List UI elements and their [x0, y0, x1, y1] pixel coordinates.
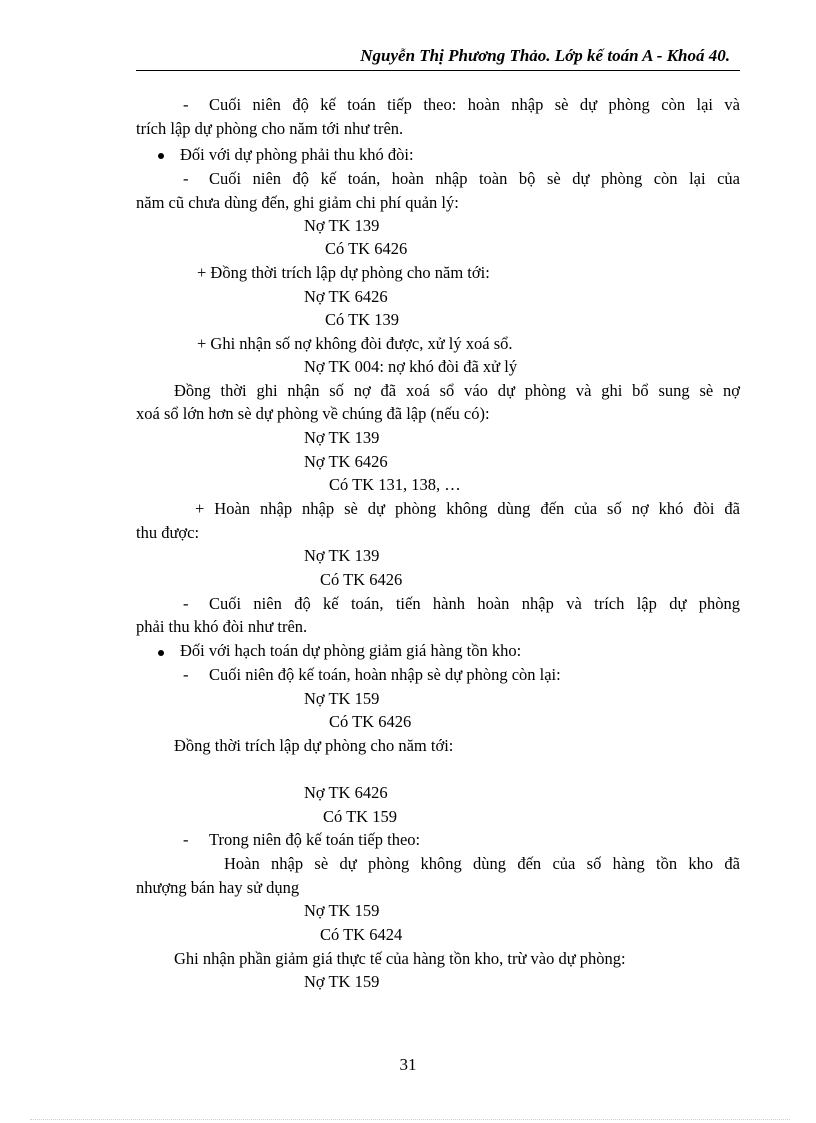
entry-line: Nợ TK 159: [304, 689, 380, 708]
text-line: xoá sổ lớn hơn sè dự phòng về chúng đã lập (nếu có):: [136, 404, 490, 423]
entry-line: Nợ TK 6426: [304, 783, 388, 802]
header-rule: [136, 70, 740, 71]
entry-line: Có TK 6426: [329, 712, 412, 731]
running-header: Nguyễn Thị Phương Thảo. Lớp kế toán A - Khoá 40.: [360, 46, 730, 65]
entry-line: Nợ TK 139: [304, 546, 380, 565]
entry-line: Nợ TK 139: [304, 216, 380, 235]
section-heading: Đối với hạch toán dự phòng giảm giá hàng tồn kho:: [180, 641, 522, 660]
entry-line: Nợ TK 6426: [304, 287, 388, 306]
text-line: Ghi nhận phần giảm giá thực tế của hàng tồn kho, trừ vào dự phòng:: [174, 949, 626, 968]
entry-line: Nợ TK 139: [304, 428, 380, 447]
entry-line: Nợ TK 6426: [304, 452, 388, 471]
list-item: - Cuối niên độ kế toán, hoàn nhập toàn bộ sè dự phòng còn lại của: [183, 169, 740, 188]
list-item: - Trong niên độ kế toán tiếp theo:: [183, 830, 421, 849]
list-item: - Cuối niên độ kế toán, tiến hành hoàn nhập và trích lập dự phòng: [183, 594, 740, 613]
entry-line: Có TK 139: [325, 310, 399, 329]
entry-line: Có TK 6426: [325, 239, 408, 258]
text-line: nhượng bán hay sử dụng: [136, 878, 300, 897]
entry-line: Có TK 159: [323, 807, 397, 826]
bullet-icon: [158, 153, 164, 159]
text-line: + Hoàn nhập nhập sè dự phòng không dùng đến của số nợ khó đòi đã: [195, 499, 740, 518]
footer-rule: [30, 1119, 790, 1120]
list-item: - Cuối niên độ kế toán tiếp theo: hoàn nhập sè dự phòng còn lại và: [183, 95, 740, 114]
entry-line: Có TK 6424: [320, 925, 403, 944]
section-heading: Đối với dự phòng phải thu khó đòi:: [180, 145, 414, 164]
entry-line: Nợ TK 004: nợ khó đòi đã xử lý: [304, 357, 518, 376]
text-line: trích lập dự phòng cho năm tới như trên.: [136, 119, 404, 138]
entry-line: Có TK 131, 138, …: [329, 475, 461, 494]
text-line: + Đồng thời trích lập dự phòng cho năm tới:: [197, 263, 490, 282]
entry-line: Có TK 6426: [320, 570, 403, 589]
text-line: năm cũ chưa dùng đến, ghi giảm chi phí quản lý:: [136, 193, 459, 212]
text-line: Đồng thời trích lập dự phòng cho năm tới:: [174, 736, 454, 755]
page-number: 31: [399, 1055, 417, 1074]
list-item: - Cuối niên độ kế toán, hoàn nhập sè dự phòng còn lại:: [183, 665, 561, 684]
entry-line: Nợ TK 159: [304, 901, 380, 920]
text-line: thu được:: [136, 523, 200, 542]
text-line: Đồng thời ghi nhận số nợ đã xoá sổ váo dự phòng và ghi bổ sung sè nợ: [174, 381, 740, 400]
entry-line: Nợ TK 159: [304, 972, 380, 991]
text-line: Hoàn nhập sè dự phòng không dùng đến của số hàng tồn kho đã: [224, 854, 740, 873]
text-line: + Ghi nhận số nợ không đòi được, xử lý xoá sổ.: [197, 334, 513, 353]
bullet-icon: [158, 650, 164, 656]
text-line: phải thu khó đòi như trên.: [136, 617, 308, 636]
